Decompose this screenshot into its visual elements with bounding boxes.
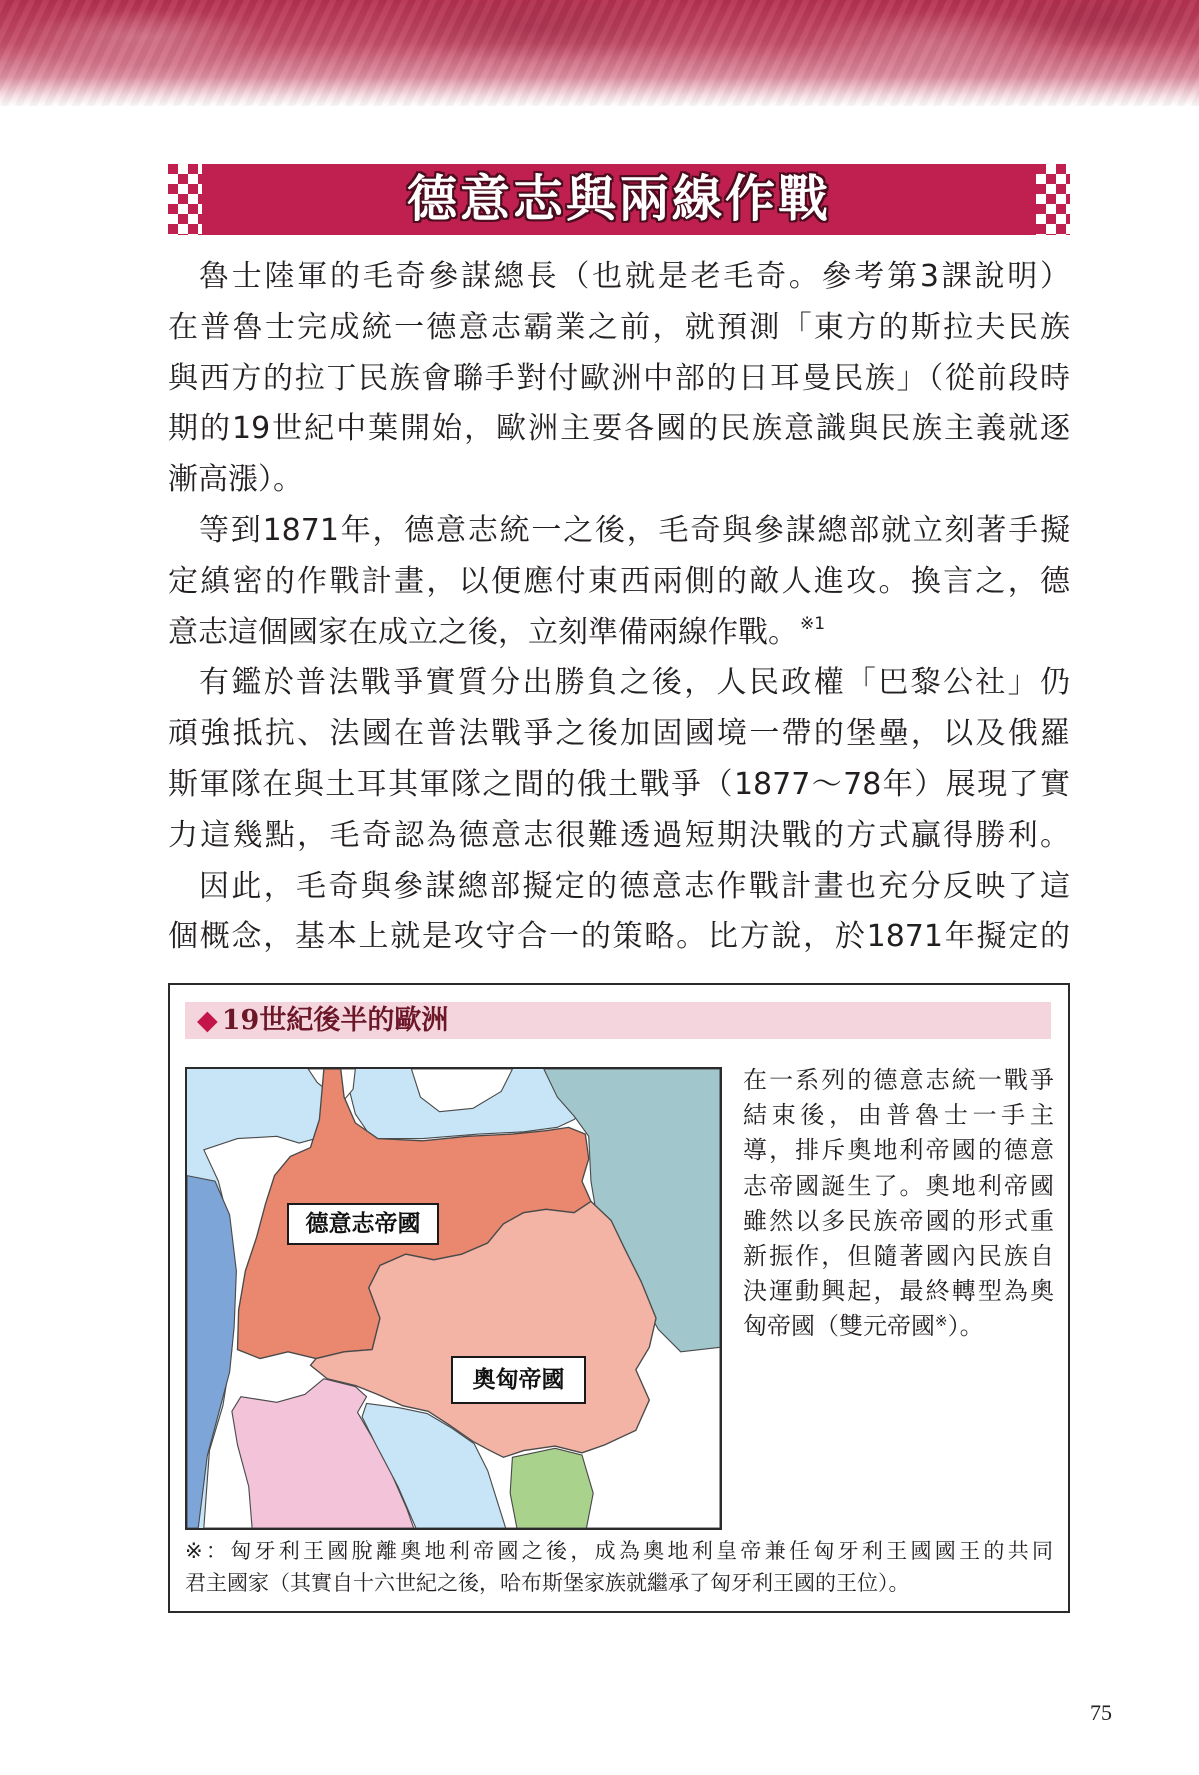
checker-pattern-right <box>1036 164 1070 235</box>
body-line-text: 意志這個國家在成立之後，立刻準備兩線作戰。 <box>168 614 798 650</box>
body-line: 等到1871年，德意志統一之後，毛奇與參謀總部就立刻著手擬 <box>199 512 1070 548</box>
body-line: 有鑑於普法戰爭實質分出勝負之後，人民政權「巴黎公社」仍 <box>199 665 1070 701</box>
caption-line <box>743 1309 1054 1344</box>
body-line: 與西方的拉丁民族會聯手對付歐洲中部的日耳曼民族」（從前段時 <box>168 360 1070 396</box>
body-line: 定縝密的作戰計畫，以便應付東西兩側的敵人進攻。換言之，德 <box>168 563 1070 599</box>
caption-line-end: ）。 <box>947 1312 984 1341</box>
caption-line: 決運動興起，最終轉型為奧 <box>743 1277 1054 1306</box>
map-region-serbia <box>510 1448 593 1528</box>
body-line: 在普魯士完成統一德意志霸業之前，就預測「東方的斯拉夫民族 <box>168 309 1070 345</box>
body-text <box>168 252 1070 963</box>
page-number: 75 <box>1090 1700 1112 1725</box>
map-label-german-empire: 德意志帝國 <box>287 1203 439 1245</box>
body-line <box>168 608 1070 659</box>
footnote <box>185 1535 1053 1599</box>
caption-line: 雖然以多民族帝國的形式重 <box>743 1206 1054 1235</box>
caption-line-text: 匈帝國（雙元帝國 <box>743 1312 935 1341</box>
caption-line: 新振作，但隨著國內民族自 <box>743 1241 1054 1270</box>
title-bar <box>168 164 1070 235</box>
note-mark: ※ <box>935 1312 948 1331</box>
figure-caption <box>743 1063 1054 1345</box>
body-line: 力這幾點，毛奇認為德意志很難透過短期決戰的方式贏得勝利。 <box>168 817 1070 853</box>
body-line: 斯軍隊在與土耳其軍隊之間的俄土戰爭（1877～78年）展現了實 <box>168 766 1070 802</box>
body-line: 因此，毛奇與參謀總部擬定的德意志作戰計畫也充分反映了這 <box>199 868 1070 904</box>
caption-line: 結束後，由普魯士一手主 <box>743 1101 1054 1130</box>
footnote-line: ※：匈牙利王國脫離奧地利帝國之後，成為奧地利皇帝兼任匈牙利王國國王的共同 <box>185 1539 1053 1563</box>
europe-map <box>185 1067 722 1530</box>
body-line: 魯士陸軍的毛奇參謀總長（也就是老毛奇。參考第3課說明） <box>199 259 1070 294</box>
body-line: 漸高漲）。 <box>168 462 303 498</box>
note-reference: ※1 <box>800 613 826 634</box>
body-line: 個概念，基本上就是攻守合一的策略。比方說，於1871年擬定的 <box>168 919 1070 955</box>
body-line: 期的19世紀中葉開始，歐洲主要各國的民族意識與民族主義就逐 <box>168 411 1070 447</box>
europe-map-drawing <box>187 1069 720 1528</box>
checker-pattern-left <box>168 164 202 235</box>
figure-header <box>185 1002 1051 1039</box>
diamond-icon: ◆ <box>197 1005 218 1036</box>
paragraph-2 <box>168 506 1070 658</box>
caption-line: 導，排斥奧地利帝國的德意 <box>743 1136 1054 1165</box>
figure-box <box>168 983 1070 1613</box>
map-label-austria-hungary: 奧匈帝國 <box>451 1356 586 1404</box>
paragraph-4 <box>168 862 1070 964</box>
paragraph-1 <box>168 252 1070 506</box>
page-title: 德意志與兩線作戰 <box>407 170 831 228</box>
figure-heading: 19世紀後半的歐洲 <box>221 1005 449 1036</box>
header-banner <box>0 0 1199 106</box>
paragraph-3 <box>168 658 1070 861</box>
body-line: 頑強抵抗、法國在普法戰爭之後加固國境一帶的堡壘，以及俄羅 <box>168 716 1070 752</box>
footnote-line: 君主國家（其實自十六世紀之後，哈布斯堡家族就繼承了匈牙利王國的王位）。 <box>185 1571 910 1595</box>
caption-line: 志帝國誕生了。奧地利帝國 <box>743 1171 1054 1200</box>
caption-line: 在一系列的德意志統一戰爭 <box>743 1066 1054 1094</box>
